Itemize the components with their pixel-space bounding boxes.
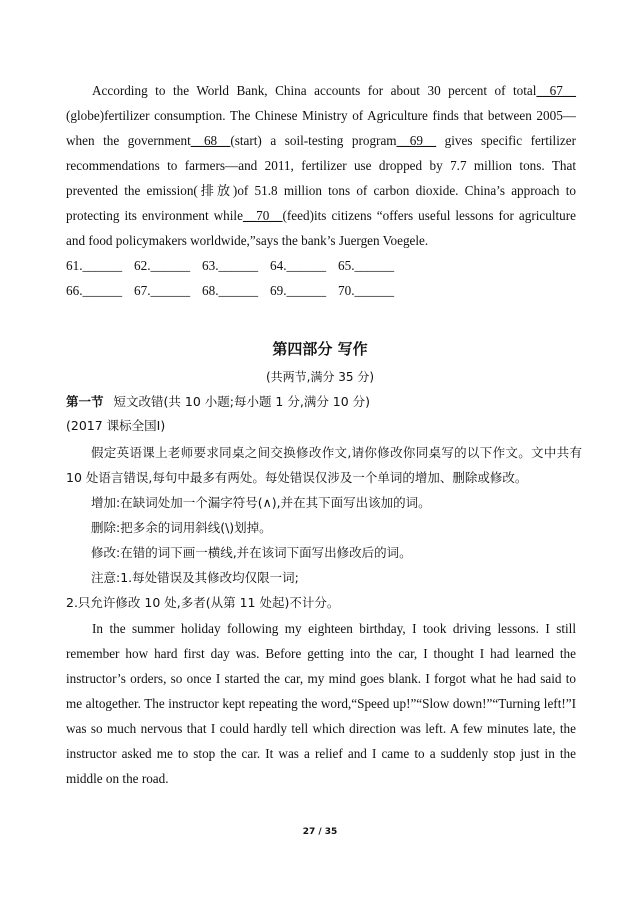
rule-modify: 修改:在错的词下画一横线,并在该词下面写出修改后的词。 — [91, 545, 412, 560]
note-2: 2.只允许修改 10 处,多者(从第 11 处起)不计分。 — [66, 595, 340, 610]
part-label: 第一节 — [66, 394, 104, 409]
part-heading — [66, 390, 582, 413]
answer-blank[interactable]: 70.______ — [338, 283, 395, 298]
page-number: 27 / 35 — [302, 827, 338, 837]
blank-68[interactable]: __68__ — [190, 133, 231, 148]
passage-text: gives specific fertilizer recommendations to farmers—and 2011, fertilizer use dropped by 7.7 million tons. That prevented the emission(排放)of 51.8 million tons of carbon dioxide. China’s approach to protecting its environment while — [66, 133, 576, 223]
note-1: 注意:1.每处错误及其修改均仅限一词; — [91, 570, 299, 585]
answer-blank[interactable]: 67.______ — [134, 283, 191, 298]
answer-blank[interactable]: 69.______ — [270, 283, 327, 298]
blank-67[interactable]: __67__ — [536, 83, 576, 98]
answer-blank[interactable]: 68.______ — [202, 283, 259, 298]
answer-blank[interactable]: 65.______ — [338, 258, 395, 273]
answer-blank[interactable]: 63.______ — [202, 258, 259, 273]
answer-blank[interactable]: 66.______ — [66, 283, 123, 298]
answer-row — [66, 283, 446, 299]
part-description: 短文改错(共 10 小题;每小题 1 分,满分 10 分) — [113, 394, 371, 409]
passage-text: (feed)its citizens “offers useful lessons for agriculture and food policymakers worldwide,”says the bank’s Juergen Voegele. — [66, 208, 576, 248]
blank-69[interactable]: __69__ — [396, 133, 437, 148]
answer-blank[interactable]: 64.______ — [270, 258, 327, 273]
passage-text: (globe)fertilizer consumption. The Chinese Ministry of Agriculture finds that between 2005—when the government — [66, 108, 576, 148]
answer-row — [66, 258, 446, 274]
section-subtitle: (共两节,满分 35 分) — [265, 370, 375, 384]
task-intro: 假定英语课上老师要求同桌之间交换修改作文,请你修改你同桌写的以下作文。文中共有 10 处语言错误,每句中最多有两处。每处错误仅涉及一个单词的增加、删除或修改。 — [66, 445, 582, 485]
question-source: (2017 课标全国Ⅰ) — [66, 418, 166, 433]
passage-text: According to the World Bank, China accounts for about 30 percent of total — [92, 83, 537, 98]
cloze-passage — [66, 78, 576, 253]
rule-add: 增加:在缺词处加一个漏字符号(∧),并在其下面写出该加的词。 — [91, 495, 431, 510]
passage-text: (start) a soil-testing program — [230, 133, 397, 148]
rule-delete: 删除:把多余的词用斜线(\)划掉。 — [91, 520, 272, 535]
correction-passage: In the summer holiday following my eighteen birthday, I took driving lessons. I still remember how hard first day was. Before getting into the car, I thought I had learned the instructor’s orders, so once I started the car, my mind goes blank. I forgot what he had said to me altogether. The instructor kept repeating the word,“Speed up!”“Slow down!”“Turning left!”I was so much nervous that I could hardly tell which direction was left. A few minutes late, the instructor asked me to stop the car. It was a relief and I came to a suddenly stop just in the middle on the road. — [66, 621, 576, 786]
answer-blank[interactable]: 61.______ — [66, 258, 123, 273]
section-title: 第四部分 写作 — [272, 340, 368, 358]
answer-blank[interactable]: 62.______ — [134, 258, 191, 273]
blank-70[interactable]: __70__ — [242, 208, 283, 223]
